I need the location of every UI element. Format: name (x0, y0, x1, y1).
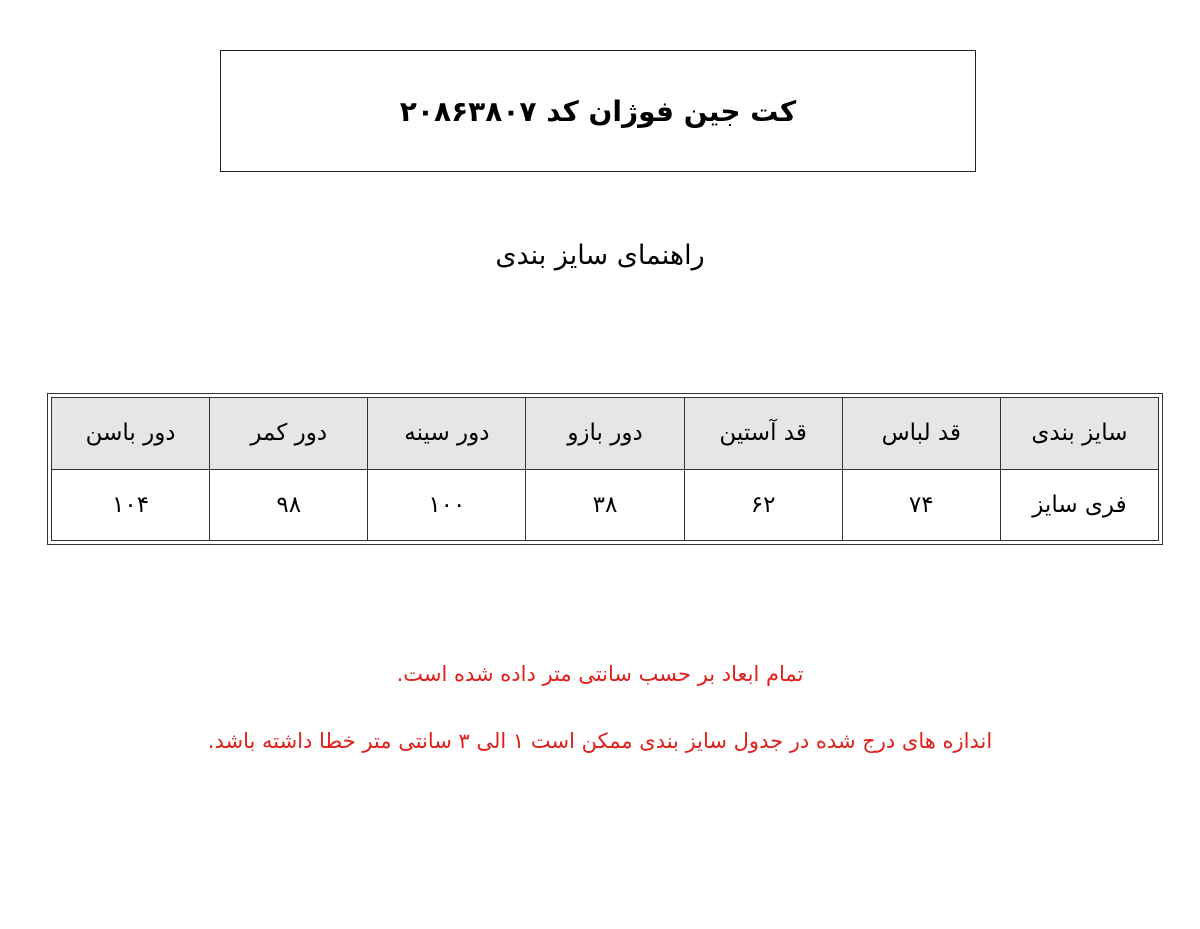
units-note: تمام ابعاد بر حسب سانتی متر داده شده است. (396, 662, 804, 686)
tolerance-note: اندازه های درج شده در جدول سایز بندی ممکن است ۱ الی ۳ سانتی متر خطا داشته باشد. (207, 729, 993, 753)
size-table-frame (47, 393, 1163, 545)
cell-arm-circumference: ۳۸ (526, 469, 684, 541)
cell-waist-circumference: ۹۸ (210, 469, 368, 541)
table-header-row (52, 398, 1159, 470)
header-sleeve-length: قد آستین (684, 398, 842, 470)
cell-garment-length: ۷۴ (842, 469, 1000, 541)
cell-sleeve-length: ۶۲ (684, 469, 842, 541)
size-guide-heading: راهنمای سایز بندی (495, 240, 705, 271)
product-title: کت جین فوژان کد ۲۰۸۶۳۸۰۷ (399, 94, 797, 128)
header-waist-circumference: دور کمر (210, 398, 368, 470)
cell-hip-circumference: ۱۰۴ (52, 469, 210, 541)
header-hip-circumference: دور باسن (52, 398, 210, 470)
header-arm-circumference: دور بازو (526, 398, 684, 470)
table-row (52, 469, 1159, 541)
product-title-box (220, 50, 976, 172)
header-garment-length: قد لباس (842, 398, 1000, 470)
size-table (51, 397, 1159, 541)
cell-chest-circumference: ۱۰۰ (368, 469, 526, 541)
header-size: سایز بندی (1000, 398, 1158, 470)
cell-size: فری سایز (1000, 469, 1158, 541)
header-chest-circumference: دور سینه (368, 398, 526, 470)
